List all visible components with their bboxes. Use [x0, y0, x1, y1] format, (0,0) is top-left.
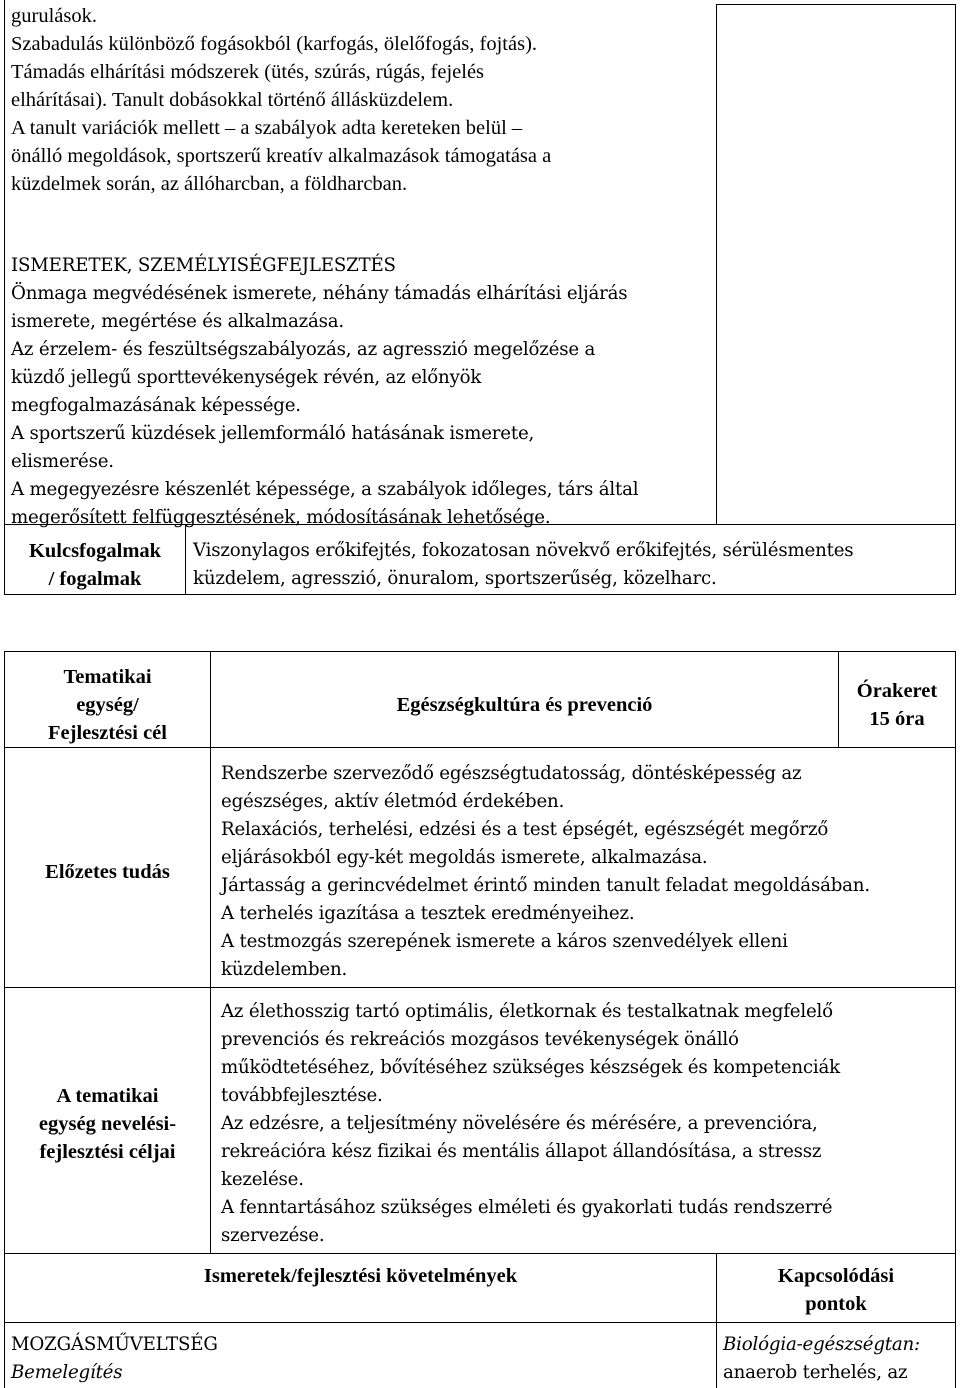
content-line: Önmaga megvédésének ismerete, néhány támadás elhárítási eljárás	[11, 283, 628, 304]
unit-label-line: Fejlesztési cél	[48, 722, 167, 744]
prior-line: A terhelés igazítása a tesztek eredményeihez.	[221, 903, 635, 924]
section-heading: ISMERETEK, SZEMÉLYISÉGFEJLESZTÉS	[11, 255, 396, 276]
links-header-line: Kapcsolódási	[777, 1265, 895, 1287]
key-concepts-label-line: Kulcsfogalmak	[28, 540, 162, 562]
content-line: Az érzelem- és feszültségszabályozás, az agresszió megelőzése a	[11, 339, 596, 360]
requirements-content	[11, 1331, 218, 1387]
content-line: A tanult variációk mellett – a szabályok adta kereteken belül –	[11, 117, 523, 139]
prior-text	[221, 760, 870, 984]
prior-label: Előzetes tudás	[45, 861, 170, 883]
bottom-table-row2-border	[4, 987, 956, 988]
key-concepts-text	[193, 537, 853, 593]
goals-line: Az élethosszig tartó optimális, életkornak és testalkatnak megfelelő	[221, 1001, 833, 1022]
links-line: anaerob terhelés, az	[723, 1362, 908, 1383]
content-line: gurulások.	[11, 5, 97, 27]
bottom-table-row3-border	[4, 1253, 956, 1254]
content-line: küzdelmek során, az állóharcban, a földharcban.	[11, 173, 408, 195]
goals-line: kezelése.	[221, 1169, 304, 1190]
bottom-table-right-border	[955, 651, 956, 1388]
req-section: MOZGÁSMŰVELTSÉG	[11, 1334, 218, 1355]
goals-line: Az edzésre, a teljesítmény növelésére és mérésére, a prevencióra,	[221, 1113, 818, 1134]
top-table-key-divider	[185, 524, 186, 594]
top-table-top-right-border	[716, 4, 956, 5]
content-line: elhárításai). Tanult dobásokkal történő állásküzdelem.	[11, 89, 454, 111]
key-concepts-label	[5, 537, 185, 593]
content-line: A sportszerű küzdések jellemformáló hatásának ismerete,	[11, 423, 535, 444]
top-table-right-border	[955, 4, 956, 594]
content-part2	[11, 252, 638, 532]
goals-label-line: fejlesztési céljai	[39, 1141, 176, 1163]
goals-label-line: A tematikai	[56, 1085, 159, 1107]
goals-line: működtetéséhez, bővítéséhez szükséges készségek és kompetenciák	[221, 1057, 840, 1078]
content-part1	[11, 2, 551, 198]
key-concepts-line: Viszonylagos erőkifejtés, fokozatosan növekvő erőkifejtés, sérülésmentes	[193, 540, 854, 561]
unit-label-line: Tematikai	[63, 666, 152, 688]
prior-line: eljárásokból egy-két megoldás ismerete, alkalmazása.	[221, 847, 708, 868]
links-line: Biológia-egészségtan:	[723, 1334, 920, 1355]
links-header	[717, 1262, 955, 1318]
goals-line: továbbfejlesztése.	[221, 1085, 383, 1106]
top-table-divider	[716, 4, 717, 524]
content-line: Támadás elhárítási módszerek (ütés, szúrás, rúgás, fejelés	[11, 61, 485, 83]
key-concepts-label-line: / fogalmak	[48, 568, 142, 590]
prior-line: egészséges, aktív életmód érdekében.	[221, 791, 565, 812]
bottom-table-top-border	[4, 651, 956, 652]
content-line: megerősített felfüggesztésének, módosításának lehetősége.	[11, 507, 551, 528]
req-sub: Bemelegítés	[11, 1362, 123, 1383]
goals-label-line: egység nevelési-	[38, 1113, 177, 1135]
links-content	[723, 1331, 920, 1387]
unit-label	[5, 663, 210, 747]
unit-label-line: egység/	[76, 694, 139, 716]
content-line: Szabadulás különböző fogásokból (karfogás, ölelőfogás, fojtás).	[11, 33, 538, 55]
content-line: ismerete, megértése és alkalmazása.	[11, 311, 345, 332]
prior-line: küzdelemben.	[221, 959, 348, 980]
goals-line: A fenntartásához szükséges elméleti és gyakorlati tudás rendszerré	[221, 1197, 833, 1218]
bottom-table-row1-border	[4, 747, 956, 748]
hours-value: 15 óra	[869, 708, 925, 730]
content-line: önálló megoldások, sportszerű kreatív alkalmazások támogatása a	[11, 145, 552, 167]
goals-line: rekreációra kész fizikai és mentális állapot állandósítása, a stressz	[221, 1141, 822, 1162]
key-concepts-line: küzdelem, agresszió, önuralom, sportszerűség, közelharc.	[193, 568, 717, 589]
prior-line: Rendszerbe szerveződő egészségtudatosság, döntésképesség az	[221, 763, 802, 784]
unit-title: Egészségkultúra és prevenció	[396, 694, 653, 716]
prior-line: A testmozgás szerepének ismerete a káros szenvedélyek elleni	[221, 931, 788, 952]
hours-label: Órakeret	[856, 680, 938, 702]
prior-line: Relaxációs, terhelési, edzési és a test épségét, egészségét megőrző	[221, 819, 829, 840]
links-header-line: pontok	[805, 1293, 867, 1315]
goals-line: szervezése.	[221, 1225, 325, 1246]
prior-line: Jártasság a gerincvédelmet érintő minden tanult feladat megoldásában.	[221, 875, 870, 896]
goals-label	[5, 1082, 210, 1166]
requirements-header: Ismeretek/fejlesztési követelmények	[203, 1265, 518, 1287]
content-line: küzdő jellegű sporttevékenységek révén, az előnyök	[11, 367, 482, 388]
bottom-table-row4-border	[4, 1322, 956, 1323]
top-table-left-border	[4, 0, 5, 594]
goals-line: prevenciós és rekreációs mozgásos tevékenységek önálló	[221, 1029, 739, 1050]
content-line: A megegyezésre készenlét képessége, a szabályok időleges, társ által	[11, 479, 639, 500]
hours-cell	[839, 677, 955, 733]
goals-text	[221, 998, 840, 1250]
content-line: elismerése.	[11, 451, 114, 472]
top-table-bottom-border	[4, 594, 956, 595]
bottom-table-label-divider	[210, 651, 211, 1253]
content-line: megfogalmazásának képessége.	[11, 395, 301, 416]
